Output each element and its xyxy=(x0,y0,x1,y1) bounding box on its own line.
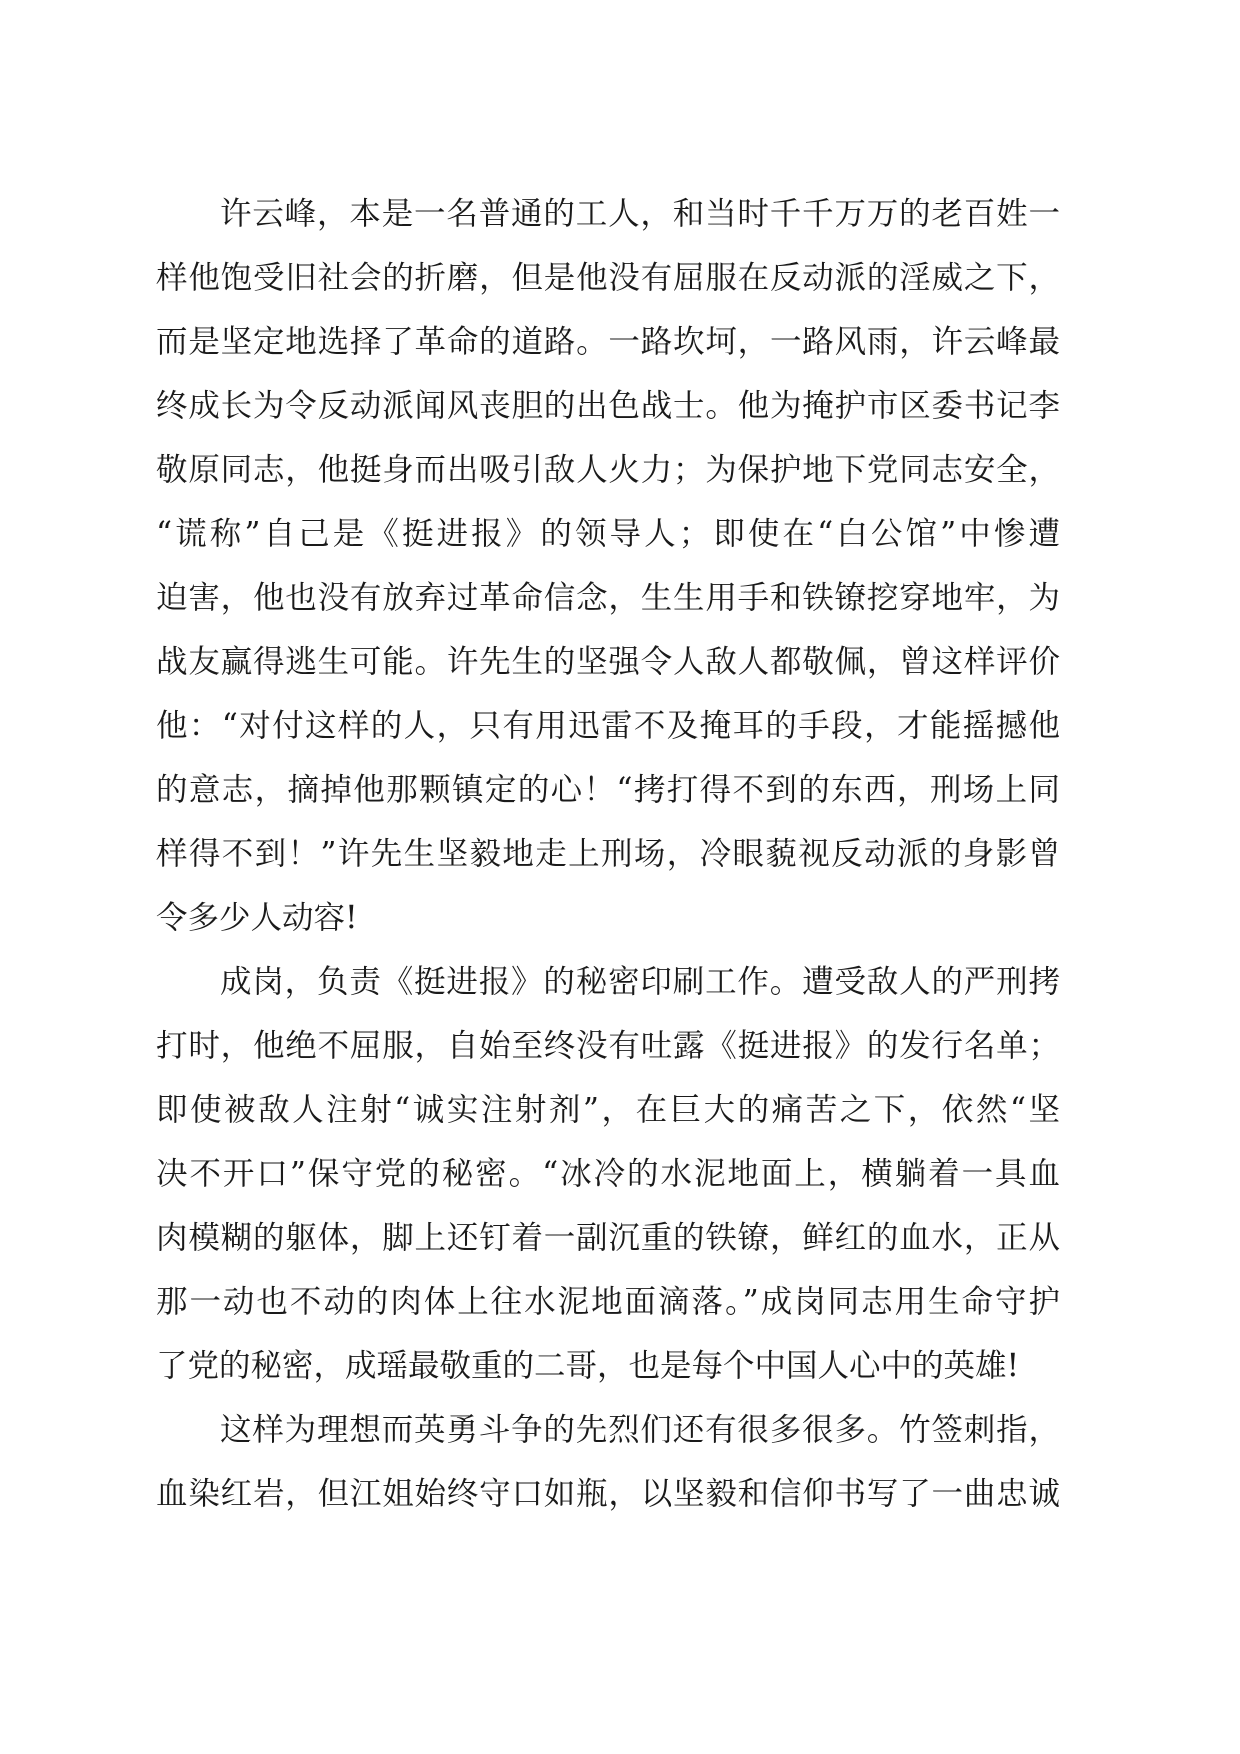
paragraph-cheng-gang xyxy=(156,950,1060,1398)
text-line: 他：“对付这样的人，只有用迅雷不及掩耳的手段，才能摇撼他 xyxy=(156,708,1060,744)
text-line: 迫害，他也没有放弃过革命信念，生生用手和铁镣挖穿地牢，为 xyxy=(156,580,1060,616)
text-line: 即使被敌人注射“诚实注射剂”，在巨大的痛苦之下，依然“坚 xyxy=(156,1092,1060,1128)
text-line: 那一动也不动的肉体上往水泥地面滴落。”成岗同志用生命守护 xyxy=(156,1284,1060,1320)
text-body xyxy=(156,182,1060,1526)
text-line: 打时，他绝不屈服，自始至终没有吐露《挺进报》的发行名单； xyxy=(156,1028,1060,1064)
text-line: 了党的秘密，成瑶最敬重的二哥，也是每个中国人心中的英雄! xyxy=(156,1348,1020,1384)
text-line: 而是坚定地选择了革命的道路。一路坎坷，一路风雨，许云峰最 xyxy=(156,324,1060,360)
text-line: 终成长为令反动派闻风丧胆的出色战士。他为掩护市区委书记李 xyxy=(156,388,1060,424)
text-line: 许云峰，本是一名普通的工人，和当时千千万万的老百姓一 xyxy=(220,196,1060,232)
paragraph-xu-yunfeng xyxy=(156,182,1060,950)
text-line: 肉模糊的躯体，脚上还钉着一副沉重的铁镣，鲜红的血水，正从 xyxy=(156,1220,1060,1256)
paragraph-martyrs xyxy=(156,1398,1060,1526)
text-line: 样他饱受旧社会的折磨，但是他没有屈服在反动派的淫威之下， xyxy=(156,260,1060,296)
text-line: 战友赢得逃生可能。许先生的坚强令人敌人都敬佩，曾这样评价 xyxy=(156,644,1060,680)
text-line: 决不开口”保守党的秘密。“冰冷的水泥地面上，横躺着一具血 xyxy=(156,1156,1060,1192)
text-line: 敬原同志，他挺身而出吸引敌人火力；为保护地下党同志安全， xyxy=(156,452,1060,488)
text-line: 成岗，负责《挺进报》的秘密印刷工作。遭受敌人的严刑拷 xyxy=(220,964,1060,1000)
text-line: 样得不到！”许先生坚毅地走上刑场，冷眼藐视反动派的身影曾 xyxy=(156,836,1060,872)
text-line: 令多少人动容! xyxy=(156,900,358,936)
text-line: 血染红岩，但江姐始终守口如瓶，以坚毅和信仰书写了一曲忠诚 xyxy=(156,1476,1060,1512)
text-line: 的意志，摘掉他那颗镇定的心！“拷打得不到的东西，刑场上同 xyxy=(156,772,1060,808)
text-line: 这样为理想而英勇斗争的先烈们还有很多很多。竹签刺指， xyxy=(220,1412,1060,1448)
text-line: “谎称”自己是《挺进报》的领导人；即使在“白公馆”中惨遭 xyxy=(156,516,1060,552)
